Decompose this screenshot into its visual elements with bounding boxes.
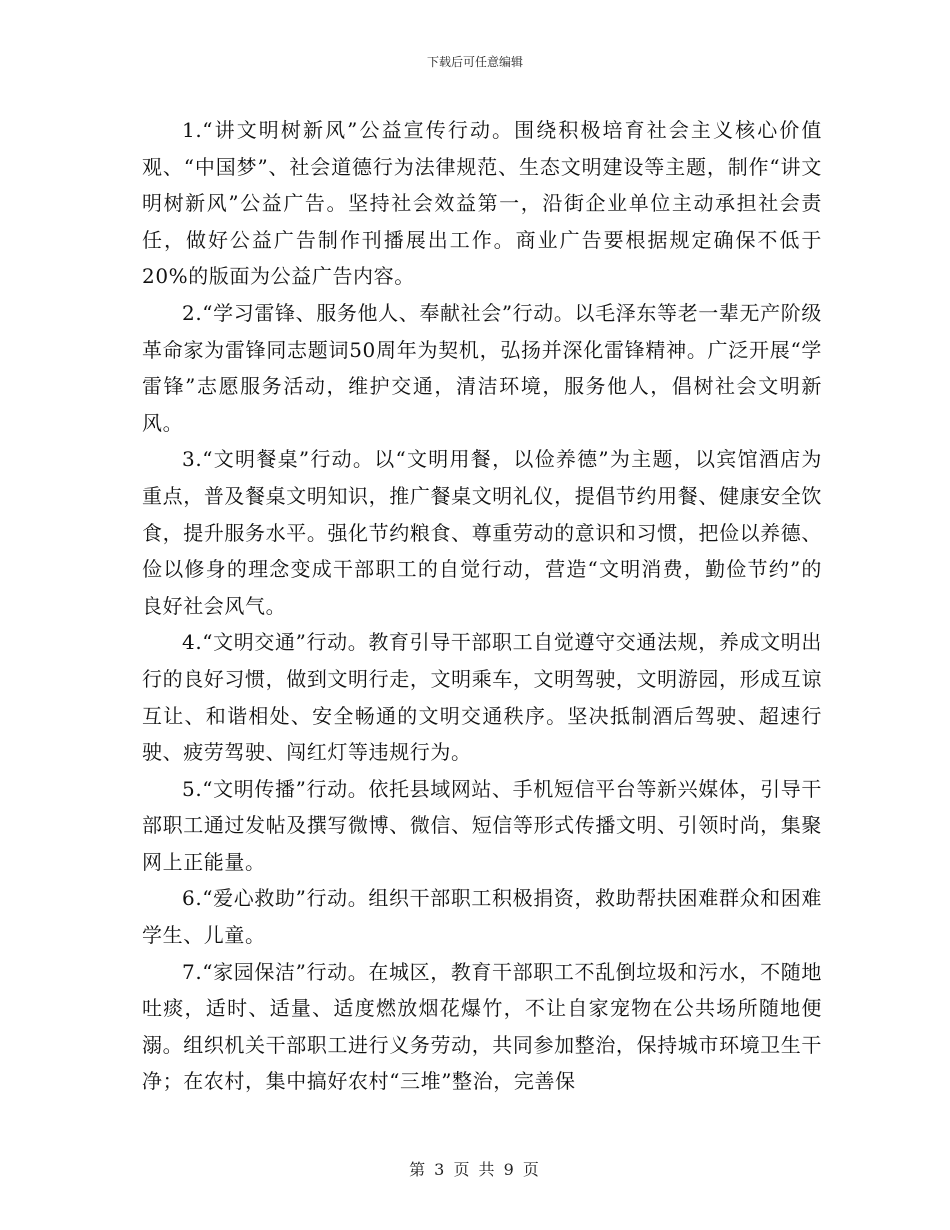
page-header: 下载后可任意编辑 [426,55,523,69]
paragraph-6: 6.“爱心救助”行动。组织干部职工积极捐资，救助帮扶困难群众和困难学生、儿童。 [142,886,822,948]
paragraph-7: 7.“家园保洁”行动。在城区，教育干部职工不乱倒垃圾和污水，不随地吐痰，适时、适量、适度燃放烟花爆竹，不让自家宠物在公共场所随地便溺。组织机关干部职工进行义务劳动，共同参加整治，保持城市环境卫生干净；在农村，集中搞好农村“三堆”整治，完善保 [142,959,822,1094]
paragraph-3: 3.“文明餐桌”行动。以“文明用餐，以俭养德”为主题，以宾馆酒店为重点，普及餐桌文明知识，推广餐桌文明礼仪，提倡节约用餐、健康安全饮食，提升服务水平。强化节约粮食、尊重劳动的意识和习惯，把俭以养德、俭以修身的理念变成干部职工的自觉行动，营造“文明消费，勤俭节约”的良好社会风气。 [142,447,822,618]
paragraph-4: 4.“文明交通”行动。教育引导干部职工自觉遵守交通法规，养成文明出行的良好习惯，做到文明行走，文明乘车，文明驾驶，文明游园，形成互谅互让、和谐相处、安全畅通的文明交通秩序。坚决抵制酒后驾驶、超速行驶、疲劳驾驶、闯红灯等违规行为。 [142,630,822,765]
paragraph-1: 1.“讲文明树新风”公益宣传行动。围绕积极培育社会主义核心价值观、“中国梦”、社会道德行为法律规范、生态文明建设等主题，制作“讲文明树新风”公益广告。坚持社会效益第一，沿街企业单位主动承担社会责任，做好公益广告制作刊播展出工作。商业广告要根据规定确保不低于20%的版面为公益广告内容。 [142,118,822,289]
paragraph-5: 5.“文明传播”行动。依托县域网站、手机短信平台等新兴媒体，引导干部职工通过发帖及撰写微博、微信、短信等形式传播文明、引领时尚，集聚网上正能量。 [142,776,822,874]
document-body [142,112,822,1100]
paragraph-2: 2.“学习雷锋、服务他人、奉献社会”行动。以毛泽东等老一辈无产阶级革命家为雷锋同志题词50周年为契机，弘扬并深化雷锋精神。广泛开展“学雷锋”志愿服务活动，维护交通，清洁环境，服务他人，倡树社会文明新风。 [142,300,822,435]
page-footer: 第 3 页 共 9 页 [409,1160,541,1179]
